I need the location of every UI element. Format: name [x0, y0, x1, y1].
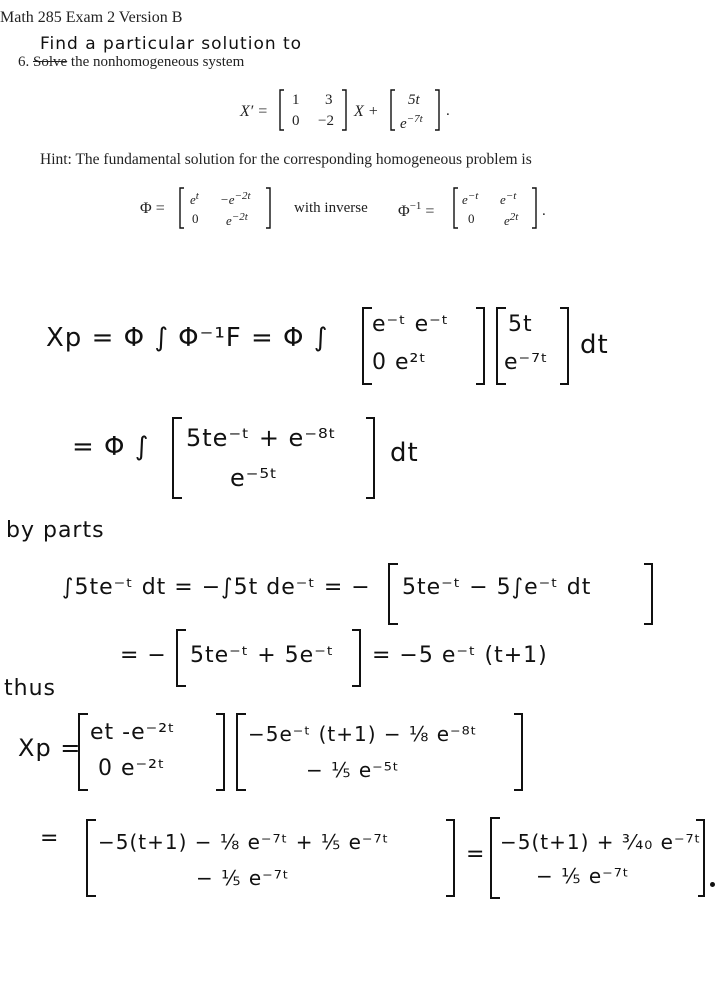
inverse-r2c1: 0 — [468, 211, 475, 226]
parts-line2-bracket-content: 5te⁻ᵗ + 5e⁻ᵗ — [190, 643, 335, 668]
line2-r2: e⁻⁵ᵗ — [230, 464, 279, 492]
line1-m1-r1: e⁻ᵗ e⁻ᵗ — [372, 312, 450, 337]
parts-line2-lhs: = − — [120, 643, 167, 668]
final-period — [710, 882, 715, 887]
final-eq: = — [40, 826, 60, 851]
hint-end: . — [542, 203, 546, 219]
phi-lhs: Φ = — [140, 200, 165, 217]
matrix-a-brackets — [278, 88, 350, 132]
final-m1-r2: − ⅕ e⁻⁷ᵗ — [196, 866, 290, 890]
line2-lhs: = Φ ∫ — [72, 432, 150, 462]
hint-text: Hint: The fundamental solution for the corresponding homogeneous problem is — [40, 151, 532, 168]
phi-r2c2: $e^{-2t}$ — [226, 211, 248, 228]
matrix-a-r2c2: −2 — [318, 113, 334, 129]
thus-label: thus — [4, 676, 56, 701]
exam-title: Math 285 Exam 2 Version B — [0, 9, 183, 26]
matrix-a-r1c1: 1 — [292, 92, 300, 108]
system-lhs: X′ = — [240, 103, 269, 120]
struck-word: Solve — [33, 54, 68, 70]
phi-r2c1: 0 — [192, 211, 199, 226]
parts-line1-text: ∫5te⁻ᵗ dt = −∫5t de⁻ᵗ = − — [62, 575, 371, 600]
system-mid: X + — [354, 103, 379, 120]
line2-dt: dt — [390, 438, 419, 468]
xp-m2-r1: −5e⁻ᵗ (t+1) − ⅛ e⁻⁸ᵗ — [248, 722, 478, 746]
phi-r1c1: $e^t$ — [190, 190, 199, 207]
parts-line1-bracket-content: 5te⁻ᵗ − 5∫e⁻ᵗ dt — [402, 575, 592, 600]
line1-dt: dt — [580, 330, 609, 360]
line1-m2-r1: 5t — [508, 312, 533, 337]
xp-lhs: Xp = — [18, 734, 82, 762]
line1-m1-r2: 0 e²ᵗ — [372, 350, 427, 375]
inverse-r2c2: $e^{2t}$ — [504, 211, 519, 228]
problem-text: the nonhomogeneous system — [70, 54, 245, 70]
vector-f-r1: 5t — [408, 92, 420, 108]
matrix-a-r1c2: 3 — [325, 92, 333, 108]
final-eq2: = — [466, 842, 486, 867]
inverse-lhs: $\Phi^{-1}$ = — [398, 200, 435, 220]
xp-m1-r1: et -e⁻²ᵗ — [90, 720, 176, 745]
final-m2-r1: −5(t+1) + ³⁄₄₀ e⁻⁷ᵗ — [500, 830, 702, 854]
final-m1-r1: −5(t+1) − ⅛ e⁻⁷ᵗ + ⅕ e⁻⁷ᵗ — [98, 830, 390, 854]
xp-m2-r2: − ⅕ e⁻⁵ᵗ — [306, 758, 400, 782]
matrix-a-r2c1: 0 — [292, 113, 300, 129]
by-parts-label: by parts — [6, 518, 105, 543]
vector-f-r2: $e^{-7t}$ — [400, 113, 423, 132]
handwritten-edit: Find a particular solution to — [40, 34, 303, 54]
problem-number: 6. — [18, 54, 30, 70]
line1-m2-r2: e⁻⁷ᵗ — [504, 350, 549, 375]
inverse-r1c2: $e^{-t}$ — [500, 190, 517, 207]
with-inverse: with inverse — [294, 200, 368, 216]
phi-r1c2: $-e^{-2t}$ — [220, 190, 251, 207]
line1-lhs: Xp = Φ ∫ Φ⁻¹F = Φ ∫ — [46, 323, 329, 353]
xp-m1-r2: 0 e⁻²ᵗ — [98, 756, 166, 781]
inverse-r1c1: $e^{-t}$ — [462, 190, 479, 207]
parts-line2-rhs: = −5 e⁻ᵗ (t+1) — [372, 643, 548, 668]
system-end: . — [446, 103, 450, 119]
problem-statement — [18, 54, 244, 71]
final-m2-r2: − ⅕ e⁻⁷ᵗ — [536, 864, 630, 888]
line2-r1: 5te⁻ᵗ + e⁻⁸ᵗ — [186, 424, 337, 452]
